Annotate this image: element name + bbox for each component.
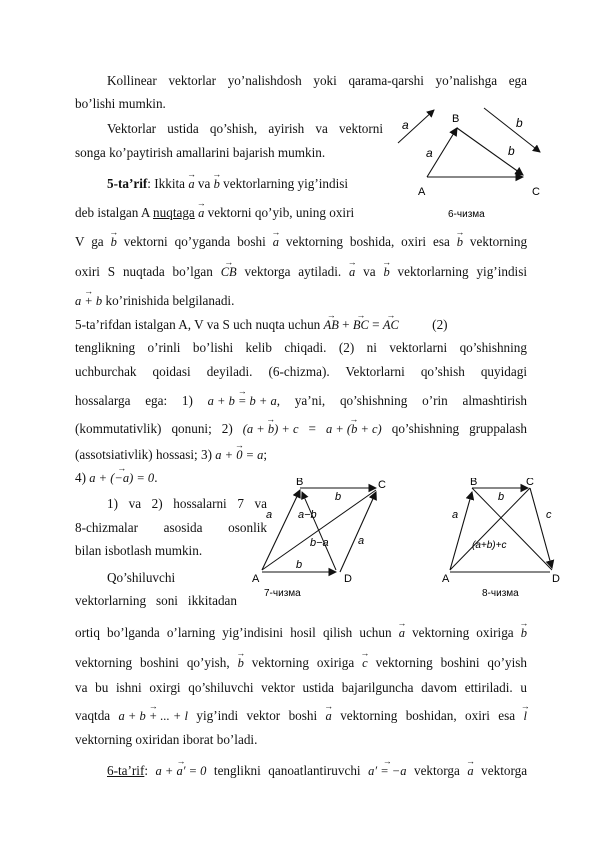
text-line: bo’lishi mumkin. [75, 96, 166, 111]
text-line: bilan isbotlash mumkin. [75, 543, 203, 558]
text-line: deb istalgan A nuqtaga → a vektorni qo’yib, uning oxiri [75, 204, 354, 221]
side-dc [340, 492, 376, 572]
label-a: a [452, 509, 459, 521]
label-B: B [452, 113, 460, 125]
text-line: hossalarga ega: 1) → a + b = b + a, ya’ni, qo’shishning o’rin almashtirish [75, 392, 527, 409]
text-line: oxiri S nuqtada bo’lgan → CB vektorga aytiladi. → a va → b vektorlarning yig’indisi [75, 263, 527, 280]
label-b-right: b [508, 144, 515, 158]
equation-number: (2) [432, 317, 448, 332]
figure-6-caption: 6-чизма [448, 209, 485, 220]
label-a-mid: a [426, 146, 433, 160]
figure-7-caption: 7-чизма [264, 588, 301, 599]
text-line: Vektorlar ustida qo’shish, ayirish va vektorni [107, 121, 383, 136]
label-C: C [526, 478, 534, 488]
label-D: D [344, 573, 352, 585]
figure-8-caption: 8-чизма [482, 588, 519, 599]
text-line: vektorlarning soni ikkitadan [75, 593, 237, 608]
figure-8 [440, 478, 565, 603]
text-line: Qo’shiluvchi [107, 570, 176, 585]
label-a-right: a [358, 535, 365, 547]
figure-6 [390, 105, 550, 225]
figure-7 [250, 478, 400, 603]
text-line: vaqtda → a + b + ... + l yig’indi vektor boshi → a vektorning boshidan, oxiri esa → l [75, 707, 527, 724]
label-B: B [470, 478, 478, 488]
text-line: Kollinear vektorlar yo’nalishdosh yoki qarama-qarshi yo’nalishga ega [107, 73, 527, 88]
text-line: V ga → b vektorni qo’yganda boshi → a vektorning boshida, oxiri esa → b vektorning [75, 233, 527, 250]
text-line: va bu ishni oxirgi qo’shiluvchi vektor ustida bajarilguncha davom ettiriladi. u [75, 680, 527, 695]
text-line: (kommutativlik) qonuni; 2) → (a + b) + c = → a + (b + c) qo’shishning gruppalash [75, 420, 527, 437]
text-line: uchburchak qoidasi deyiladi. (6-chizma). Vektorlarni qo’shish quyidagi [75, 364, 527, 379]
text-line: vektorning oxiridan iborat bo’ladi. [75, 732, 258, 747]
text-line: 4) → a + (−a) = 0. [75, 469, 157, 486]
text-line: vektorning boshini qo’yish, → b vektorning oxiriga → c vektorning boshini qo’yish [75, 654, 527, 671]
label-A: A [252, 573, 260, 585]
label-A: A [418, 186, 426, 198]
label-A: A [442, 573, 450, 585]
label-b-top: b [516, 116, 523, 130]
diagonal-bd [472, 488, 552, 570]
label-a: a [266, 509, 273, 521]
text-line: ortiq bo’lganda o’larning yig’indisini hosil qilish uchun → a vektorning oxiriga → b [75, 624, 527, 641]
text-line: 8-chizmalar asosida osonlik [75, 520, 267, 535]
label-a-left: a [402, 118, 409, 132]
text-line: → a + b ko’rinishida belgilanadi. [75, 292, 234, 309]
label-D: D [552, 573, 560, 585]
label-b: b [498, 491, 505, 503]
label-b-minus-a: b−a [310, 537, 329, 549]
label-C: C [532, 186, 540, 198]
label-b-top: b [335, 491, 342, 503]
definition-5-label: 5-ta’rif [107, 176, 148, 191]
side-ab [262, 490, 303, 571]
side-cd [530, 488, 552, 568]
text-line: 5-ta’rifdan istalgan A, V va S uch nuqta uchun → AB + → BC = → AC (2) [75, 316, 448, 333]
text-line: songa ko’paytirish amallarini bajarish mumkin. [75, 145, 326, 160]
label-b-bottom: b [296, 559, 303, 571]
label-B: B [296, 478, 304, 488]
definition-6-line: 6-ta’rif: → a + a′ = 0 tenglikni qanoatlantiruvchi → a′ = −a vektorga → a vektorga [107, 762, 527, 779]
label-C: C [378, 479, 386, 491]
label-a-minus-b: a−b [298, 509, 317, 521]
definition-6-label: 6-ta’rif [107, 763, 145, 778]
text-line: tenglikning o’rinli bo’lishi kelib chiqadi. (2) ni vektorlarni qo’shishning [75, 340, 527, 355]
label-sum: (a+b)+c [472, 540, 507, 551]
diagonal-db [302, 492, 336, 570]
label-c: c [546, 509, 552, 521]
text-line: (assotsiativlik) hossasi; 3) → a + 0 = a; [75, 446, 267, 463]
definition-5-line: 5-ta’rif: Ikkita → a va → b vektorlarning yig’indisi [107, 175, 348, 192]
text-line: 1) va 2) hossalarni 7 va [107, 496, 267, 511]
